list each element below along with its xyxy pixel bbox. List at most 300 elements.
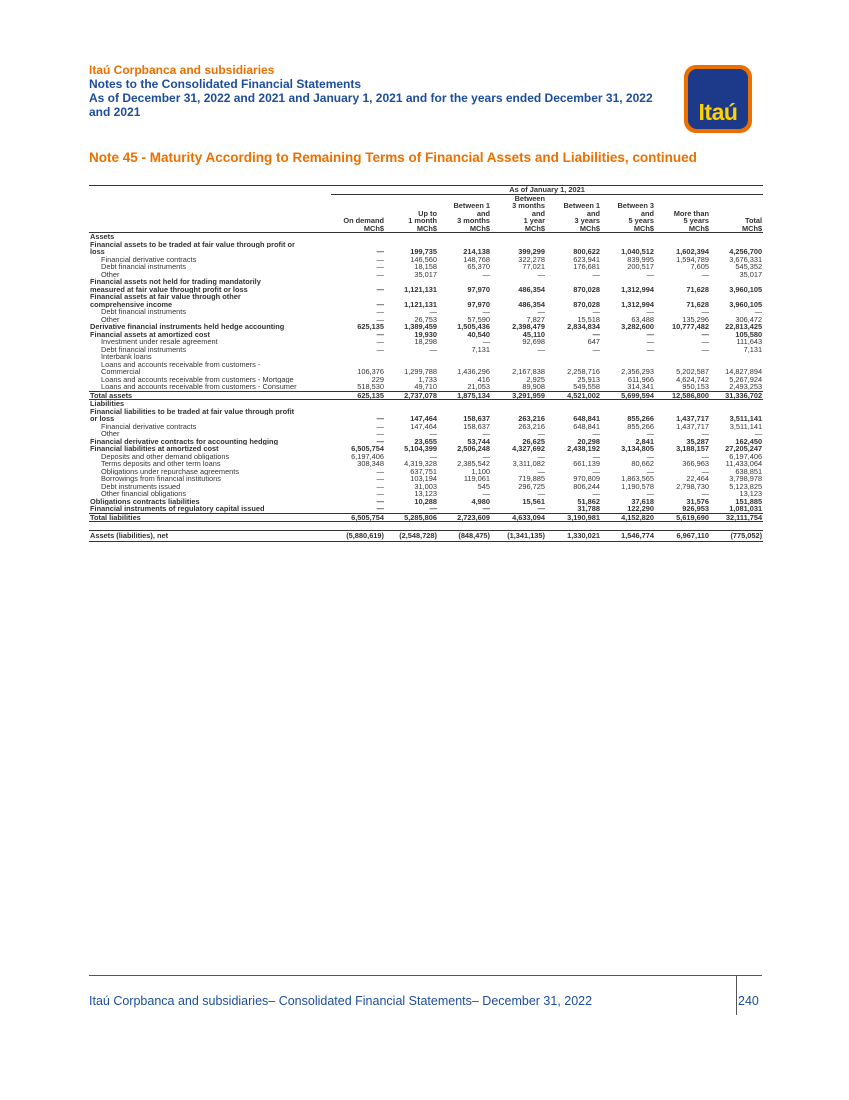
cell-value: 15,561 bbox=[522, 496, 545, 506]
footer-divider bbox=[736, 975, 737, 1015]
row-label: Financial derivative contracts bbox=[101, 422, 197, 430]
cell-value bbox=[546, 353, 601, 361]
cell-value: 7,605 bbox=[690, 262, 709, 271]
cell-value: 2,798,730 bbox=[676, 481, 709, 491]
cell-value: 92,698 bbox=[522, 337, 545, 346]
cell-value: — bbox=[376, 429, 384, 438]
cell-value: 146,560 bbox=[410, 254, 437, 264]
cell-value: — bbox=[429, 429, 437, 438]
cell-value: 106,376 bbox=[357, 367, 384, 376]
cell-value: — bbox=[701, 329, 709, 339]
cell-value: 2,506,248 bbox=[457, 444, 490, 453]
cell-value: — bbox=[701, 451, 709, 461]
row-label: Financial assets at fair value through other bbox=[90, 293, 241, 301]
cell-value: 3,798,978 bbox=[729, 474, 763, 483]
cell-value: 12,586,800 bbox=[655, 391, 710, 400]
cell-value bbox=[385, 233, 438, 241]
cell-value: 263,216 bbox=[518, 421, 545, 431]
cell-value: 148,768 bbox=[463, 254, 490, 264]
cell-value: — bbox=[646, 466, 654, 476]
maturity-table-wrapper bbox=[89, 185, 763, 542]
cell-value: 32,111,754 bbox=[710, 513, 763, 522]
cell-value: 1,312,994 bbox=[621, 299, 654, 309]
column-header bbox=[331, 202, 385, 210]
cell-value: 855,266 bbox=[627, 414, 654, 423]
table-row bbox=[89, 505, 763, 513]
row-label: Debt financial instruments bbox=[101, 308, 187, 316]
cell-value: 855,266 bbox=[627, 421, 654, 431]
cell-value: — bbox=[701, 466, 709, 476]
cell-value: 486,354 bbox=[518, 299, 545, 309]
cell-value: 1,389,459 bbox=[404, 322, 437, 331]
cell-value: 53,744 bbox=[467, 436, 490, 446]
cell-value: 4,624,742 bbox=[676, 374, 709, 384]
cell-value bbox=[655, 353, 710, 361]
unit-label: MCh$ bbox=[601, 225, 655, 233]
cell-value: 322,278 bbox=[518, 254, 545, 264]
cell-value: 57,590 bbox=[467, 314, 490, 324]
column-header: Between bbox=[514, 193, 545, 203]
header-line-3: and 2021 bbox=[89, 105, 141, 119]
cell-value: — bbox=[646, 451, 654, 461]
cell-value: 3,960,105 bbox=[729, 299, 763, 309]
cell-value: — bbox=[482, 451, 490, 461]
cell-value: 870,028 bbox=[573, 299, 600, 309]
column-header: 1 month bbox=[408, 216, 437, 225]
cell-value: 49,710 bbox=[414, 382, 437, 391]
cell-value: — bbox=[376, 269, 384, 279]
cell-value: 97,970 bbox=[467, 284, 490, 294]
cell-value: — bbox=[754, 307, 763, 316]
cell-value: 1,436,296 bbox=[457, 367, 490, 376]
cell-value: — bbox=[537, 466, 545, 476]
cell-value: 1,863,565 bbox=[621, 474, 654, 483]
cell-value bbox=[438, 400, 491, 408]
cell-value: — bbox=[429, 451, 437, 461]
cell-value: 625,135 bbox=[331, 391, 385, 400]
cell-value: 314,341 bbox=[627, 382, 654, 391]
cell-value: 625,135 bbox=[357, 322, 384, 331]
cell-value: — bbox=[376, 247, 384, 256]
cell-value bbox=[331, 353, 385, 361]
row-label: Total liabilities bbox=[89, 513, 331, 522]
row-label: Investment under resale agreement bbox=[101, 338, 218, 346]
cell-value: 4,327,692 bbox=[512, 444, 545, 453]
cell-value: 147,464 bbox=[410, 414, 437, 423]
cell-value: 40,540 bbox=[467, 329, 490, 339]
cell-value: 51,862 bbox=[577, 496, 600, 506]
cell-value: 3,960,105 bbox=[729, 284, 763, 294]
cell-value: 4,256,700 bbox=[729, 247, 763, 256]
cell-value: — bbox=[701, 307, 709, 316]
table-row bbox=[89, 271, 763, 279]
cell-value: 35,017 bbox=[414, 269, 437, 279]
row-label: Obligations contracts liabilities bbox=[90, 497, 200, 505]
as-of-date: As of January 1, 2021 bbox=[331, 186, 763, 194]
cell-value: 80,662 bbox=[631, 459, 654, 468]
row-label: Loans and accounts receivable from customers - Mortgage bbox=[101, 375, 294, 383]
cell-value: 306,472 bbox=[735, 314, 763, 324]
cell-value: — bbox=[592, 329, 600, 339]
cell-value: 3,676,331 bbox=[729, 254, 763, 264]
cell-value bbox=[491, 353, 546, 361]
cell-value: — bbox=[646, 429, 654, 438]
row-label: Financial derivative contracts bbox=[101, 255, 197, 263]
cell-value: — bbox=[701, 269, 709, 279]
cell-value bbox=[655, 400, 710, 408]
footer-text: Itaú Corpbanca and subsidiaries– Consolidated Financial Statements– December 31, 2022 bbox=[89, 994, 593, 1008]
cell-value: — bbox=[429, 344, 437, 354]
cell-value: — bbox=[376, 262, 384, 271]
row-label: Financial assets at amortized cost bbox=[90, 330, 210, 338]
cell-value: — bbox=[646, 307, 654, 316]
cell-value: 20,298 bbox=[577, 436, 600, 446]
cell-value: — bbox=[376, 466, 384, 476]
cell-value: — bbox=[592, 466, 600, 476]
cell-value: 1,437,717 bbox=[676, 421, 709, 431]
column-header: and bbox=[531, 208, 545, 218]
cell-value: 3,511,141 bbox=[729, 421, 763, 431]
cell-value bbox=[438, 353, 491, 361]
cell-value: — bbox=[537, 269, 545, 279]
cell-value: — bbox=[429, 307, 437, 316]
row-label: Other financial obligations bbox=[101, 490, 187, 498]
cell-value: — bbox=[592, 269, 600, 279]
cell-value: — bbox=[537, 429, 545, 438]
cell-value: — bbox=[592, 344, 600, 354]
cell-value bbox=[710, 233, 763, 241]
cell-value: — bbox=[376, 504, 384, 513]
row-label: Liabilities bbox=[90, 399, 125, 408]
cell-value: — bbox=[429, 504, 437, 513]
cell-value: 18,158 bbox=[414, 262, 437, 271]
cell-value: 3,282,600 bbox=[621, 322, 654, 331]
row-label: Other bbox=[101, 270, 120, 278]
logo-inner bbox=[688, 69, 748, 129]
net-label: Assets (liabilities), net bbox=[89, 531, 331, 542]
cell-value: — bbox=[701, 344, 709, 354]
spacer-row bbox=[89, 522, 763, 531]
row-label: Financial assets to be traded at fair value through profit or bbox=[90, 240, 295, 248]
cell-value: 6,505,754 bbox=[331, 513, 385, 522]
column-header: and bbox=[476, 208, 490, 218]
net-row bbox=[89, 531, 763, 542]
cell-value: 647 bbox=[587, 337, 600, 346]
cell-value: — bbox=[482, 429, 490, 438]
page-number: 240 bbox=[738, 994, 759, 1008]
cell-value: — bbox=[482, 504, 490, 513]
column-header bbox=[385, 194, 438, 202]
cell-value: 4,633,094 bbox=[491, 513, 546, 522]
cell-value: 3,190,981 bbox=[546, 513, 601, 522]
cell-value bbox=[331, 400, 385, 408]
net-value: (2,548,728) bbox=[385, 531, 438, 542]
cell-value: 35,287 bbox=[686, 436, 709, 446]
cell-value: 26,625 bbox=[522, 436, 545, 446]
cell-value: — bbox=[376, 299, 384, 309]
itau-logo bbox=[684, 65, 752, 133]
row-label: loss bbox=[90, 248, 105, 256]
row-label: comprehensive income bbox=[90, 300, 173, 308]
cell-value: 950,153 bbox=[682, 382, 709, 391]
table-row bbox=[89, 338, 763, 346]
cell-value: 176,681 bbox=[573, 262, 600, 271]
cell-value: 111,643 bbox=[736, 337, 763, 346]
cell-value: 22,464 bbox=[686, 474, 709, 483]
cell-value: 2,398,479 bbox=[512, 322, 545, 331]
cell-value: 2,834,834 bbox=[567, 322, 600, 331]
cell-value: 103,194 bbox=[410, 474, 437, 483]
cell-value bbox=[710, 400, 763, 408]
cell-value: 800,622 bbox=[573, 247, 600, 256]
cell-value: — bbox=[482, 307, 490, 316]
row-label: Obligations under repurchase agreements bbox=[101, 467, 240, 475]
cell-value: 31,336,702 bbox=[710, 391, 763, 400]
cell-value bbox=[438, 233, 491, 241]
cell-value: 637,751 bbox=[410, 466, 437, 476]
cell-value: 719,885 bbox=[518, 474, 545, 483]
cell-value: 926,953 bbox=[682, 504, 709, 513]
cell-value: 1,312,994 bbox=[621, 284, 654, 294]
cell-value: 45,110 bbox=[522, 329, 545, 339]
unit-label: MCh$ bbox=[385, 225, 438, 233]
column-header bbox=[710, 194, 763, 202]
cell-value: 2,925 bbox=[526, 374, 545, 384]
row-label: or loss bbox=[90, 415, 115, 423]
row-label: Other bbox=[101, 430, 120, 438]
cell-value: 648,841 bbox=[573, 414, 600, 423]
cell-value: — bbox=[376, 337, 384, 346]
cell-value bbox=[601, 233, 655, 241]
cell-value: 25,913 bbox=[577, 374, 600, 384]
cell-value: 11,433,064 bbox=[725, 459, 763, 468]
cell-value: 5,699,594 bbox=[601, 391, 655, 400]
column-header: 1 year bbox=[523, 216, 545, 225]
unit-label: MCh$ bbox=[710, 225, 763, 233]
cell-value: 839,995 bbox=[627, 254, 654, 264]
cell-value: 2,737,078 bbox=[385, 391, 438, 400]
unit-label: MCh$ bbox=[491, 225, 546, 233]
cell-value: — bbox=[376, 344, 384, 354]
cell-value: 4,521,002 bbox=[546, 391, 601, 400]
cell-value: 1,733 bbox=[418, 374, 437, 384]
cell-value: 1,299,788 bbox=[404, 367, 437, 376]
cell-value: 611,966 bbox=[627, 374, 654, 384]
cell-value: 77,021 bbox=[522, 262, 545, 271]
header-row bbox=[89, 194, 763, 202]
cell-value: — bbox=[376, 436, 384, 446]
cell-value: — bbox=[646, 337, 654, 346]
cell-value: 23,655 bbox=[414, 436, 437, 446]
row-label: Debt financial instruments bbox=[101, 263, 187, 271]
cell-value: 4,319,328 bbox=[404, 459, 437, 468]
cell-value: 2,167,838 bbox=[512, 367, 545, 376]
cell-value: 416 bbox=[477, 374, 490, 384]
cell-value: 199,735 bbox=[410, 247, 437, 256]
cell-value: — bbox=[701, 337, 709, 346]
cell-value: — bbox=[537, 451, 545, 461]
cell-value: 648,841 bbox=[573, 421, 600, 431]
row-label: Debt financial instruments bbox=[101, 345, 187, 353]
cell-value: 105,580 bbox=[735, 329, 763, 339]
table-row bbox=[89, 423, 763, 431]
cell-value: 19,930 bbox=[414, 329, 437, 339]
cell-value: — bbox=[376, 481, 384, 491]
column-header: Between 1 bbox=[563, 201, 600, 210]
cell-value bbox=[546, 400, 601, 408]
company-name: Itaú Corpbanca and subsidiaries bbox=[89, 63, 275, 77]
cell-value bbox=[491, 233, 546, 241]
table-row bbox=[89, 400, 763, 408]
cell-value: 89,908 bbox=[522, 382, 545, 391]
row-label: Financial liabilities to be traded at fair value through profit bbox=[90, 407, 295, 415]
cell-value: — bbox=[592, 429, 600, 438]
table-row bbox=[89, 498, 763, 506]
cell-value: 545,352 bbox=[735, 262, 763, 271]
cell-value: 2,493,253 bbox=[729, 382, 763, 391]
cell-value: — bbox=[646, 344, 654, 354]
cell-value: 22,813,425 bbox=[725, 322, 763, 331]
cell-value: 1,081,031 bbox=[729, 504, 763, 513]
cell-value: 7,131 bbox=[471, 344, 490, 354]
unit-label: MCh$ bbox=[438, 225, 491, 233]
row-label: Debt instruments issued bbox=[101, 482, 181, 490]
net-value: (848,475) bbox=[438, 531, 491, 542]
cell-value: — bbox=[482, 489, 490, 498]
cell-value: — bbox=[592, 489, 600, 498]
cell-value: 1,190,578 bbox=[621, 481, 654, 491]
table-row bbox=[89, 286, 763, 294]
column-header: Between 1 bbox=[453, 201, 490, 210]
column-header: and bbox=[586, 208, 600, 218]
cell-value bbox=[546, 233, 601, 241]
cell-value: 13,123 bbox=[414, 489, 437, 498]
cell-value: 6,197,406 bbox=[351, 451, 384, 461]
cell-value bbox=[491, 400, 546, 408]
row-label: Deposits and other demand obligations bbox=[101, 452, 230, 460]
row-label: Other bbox=[101, 315, 120, 323]
cell-value: 122,290 bbox=[627, 504, 654, 513]
row-label: Derivative financial instruments held hedge accounting bbox=[90, 323, 285, 331]
cell-value: 5,123,825 bbox=[729, 481, 763, 491]
net-value: 1,330,021 bbox=[546, 531, 601, 542]
column-header: On demand bbox=[343, 216, 384, 225]
unit-label: MCh$ bbox=[546, 225, 601, 233]
cell-value: — bbox=[376, 284, 384, 294]
table-row bbox=[89, 391, 763, 400]
row-label: Loans and accounts receivable from customers - bbox=[101, 360, 261, 368]
header-line-1: Notes to the Consolidated Financial Statements bbox=[89, 77, 362, 91]
table-row bbox=[89, 301, 763, 309]
cell-value: 15,518 bbox=[577, 314, 600, 324]
page-header bbox=[89, 63, 679, 119]
cell-value bbox=[331, 233, 385, 241]
cell-value bbox=[710, 353, 763, 361]
cell-value: 1,040,512 bbox=[621, 247, 654, 256]
cell-value: 549,558 bbox=[573, 382, 600, 391]
cell-value: 1,875,134 bbox=[438, 391, 491, 400]
cell-value: 1,121,131 bbox=[404, 284, 437, 294]
cell-value: 37,618 bbox=[631, 496, 654, 506]
table-row bbox=[89, 445, 763, 453]
row-label: Financial derivative contracts for accounting hedging bbox=[90, 437, 279, 445]
cell-value: 2,841 bbox=[635, 436, 654, 446]
cell-value: — bbox=[376, 421, 384, 431]
cell-value: 3,511,141 bbox=[729, 414, 763, 423]
row-label: Terms deposits and other term loans bbox=[101, 460, 221, 468]
cell-value: 147,464 bbox=[410, 421, 437, 431]
cell-value: 1,602,394 bbox=[676, 247, 709, 256]
cell-value: 71,628 bbox=[686, 299, 709, 309]
column-header: Between 3 bbox=[617, 201, 654, 210]
cell-value: 1,505,436 bbox=[457, 322, 490, 331]
logo-text: Itaú bbox=[698, 99, 738, 125]
cell-value: 7,827 bbox=[526, 314, 545, 324]
row-label: Total assets bbox=[89, 391, 331, 400]
cell-value: 623,941 bbox=[573, 254, 600, 264]
cell-value: 10,777,482 bbox=[672, 322, 709, 331]
net-value: (5,880,619) bbox=[331, 531, 385, 542]
cell-value: 14,827,894 bbox=[725, 367, 763, 376]
net-value: 1,546,774 bbox=[601, 531, 655, 542]
cell-value bbox=[385, 353, 438, 361]
cell-value: 31,003 bbox=[414, 481, 437, 491]
cell-value: 661,139 bbox=[573, 459, 600, 468]
net-value: (1,341,135) bbox=[491, 531, 546, 542]
table-row bbox=[89, 233, 763, 241]
column-header bbox=[331, 194, 385, 202]
column-header: 3 months bbox=[457, 216, 490, 225]
cell-value: 18,298 bbox=[414, 337, 437, 346]
cell-value: 13,123 bbox=[739, 489, 763, 498]
table-body bbox=[89, 233, 763, 542]
cell-value: 296,725 bbox=[518, 481, 545, 491]
row-label: Borrowings from financial institutions bbox=[101, 475, 221, 483]
cell-value: 308,348 bbox=[357, 459, 384, 468]
cell-value: 214,138 bbox=[463, 247, 490, 256]
cell-value bbox=[601, 400, 655, 408]
cell-value: 158,637 bbox=[463, 414, 490, 423]
maturity-table bbox=[89, 186, 763, 542]
cell-value: — bbox=[376, 474, 384, 483]
cell-value: 97,970 bbox=[467, 299, 490, 309]
cell-value: 518,530 bbox=[357, 382, 384, 391]
cell-value: — bbox=[376, 414, 384, 423]
unit-label: MCh$ bbox=[655, 225, 710, 233]
cell-value: 200,517 bbox=[627, 262, 654, 271]
cell-value: 263,216 bbox=[518, 414, 545, 423]
cell-value: 31,576 bbox=[686, 496, 709, 506]
row-label: Assets bbox=[90, 232, 115, 241]
cell-value: 3,291,959 bbox=[491, 391, 546, 400]
cell-value: — bbox=[537, 307, 545, 316]
cell-value: 970,809 bbox=[573, 474, 600, 483]
cell-value: 2,438,192 bbox=[567, 444, 600, 453]
cell-value: 870,028 bbox=[573, 284, 600, 294]
cell-value: 1,121,131 bbox=[404, 299, 437, 309]
cell-value: 135,296 bbox=[682, 314, 709, 324]
row-label: Interbank loans bbox=[101, 353, 152, 361]
cell-value: — bbox=[646, 269, 654, 279]
column-header: More than bbox=[673, 208, 709, 218]
cell-value: 486,354 bbox=[518, 284, 545, 294]
cell-value: 162,450 bbox=[735, 436, 763, 446]
table-row bbox=[89, 383, 763, 391]
table-row bbox=[89, 346, 763, 354]
cell-value bbox=[385, 400, 438, 408]
cell-value: 3,134,805 bbox=[621, 444, 654, 453]
cell-value: 1,437,717 bbox=[676, 414, 709, 423]
